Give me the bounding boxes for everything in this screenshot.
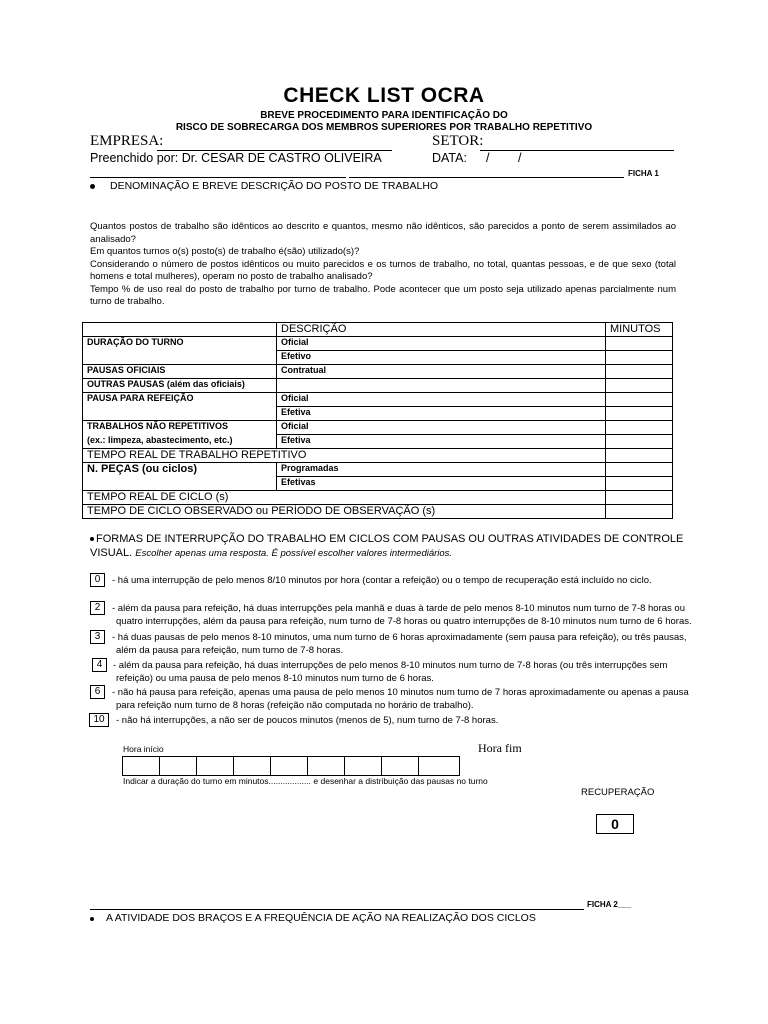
pecas-efetivas-value[interactable] — [606, 477, 673, 491]
duracao-turno-cont — [83, 351, 277, 365]
tempo-ciclo-obs-label: TEMPO DE CICLO OBSERVADO ou PERÍODO DE OBSERVAÇÃO (s) — [83, 505, 606, 519]
col-descricao-header: DESCRIÇÃO — [277, 323, 606, 337]
nao-rep-efetiva-minutes[interactable] — [606, 435, 673, 449]
nao-rep-oficial-label: Oficial — [277, 421, 606, 435]
nao-rep-efetiva-label: Efetiva — [277, 435, 606, 449]
setor-label: SETOR: — [432, 133, 484, 149]
option-score-2[interactable]: 2 — [90, 601, 105, 615]
duracao-oficial-label: Oficial — [277, 337, 606, 351]
tempo-real-ciclo-label: TEMPO REAL DE CICLO (s) — [83, 491, 606, 505]
option-text-3-line1: - há duas pausas de pelo menos 8-10 minutos, uma num turno de 6 horas aproximadamente (sem pausa para refeição), ou três pausas, — [112, 632, 687, 643]
tempo-ciclo-obs-value[interactable] — [606, 505, 673, 519]
timeline-cell[interactable] — [345, 757, 382, 775]
option-score-4[interactable]: 4 — [92, 658, 107, 672]
timeline-note: Indicar a duração do turno em minutos.................. e desenhar a distribuição das pausas no turno — [123, 776, 488, 786]
duracao-oficial-minutes[interactable] — [606, 337, 673, 351]
outras-pausas-desc[interactable] — [277, 379, 606, 393]
duracao-efetivo-minutes[interactable] — [606, 351, 673, 365]
pecas-programadas-label: Programadas — [277, 463, 606, 477]
preenchido-por: Preenchido por: Dr. CESAR DE CASTRO OLIVEIRA — [90, 151, 382, 165]
section1-questions: Quantos postos de trabalho são idênticos ao descrito e quantos, mesmo não idênticos, são parecidos a ponto de serem assimilados ao analisado? Em quantos turnos o(s) posto(s) de trabalho é(são) utilizado(s)? Considerando o número de postos idênticos ou muito parecidos e os turnos de trabalho, no total, quantas pessoas, e de que sexo (total homens e total mulheres), operam no posto de trabalho analisado? Tempo % de uso real do posto de trabalho por turno de trabalho. Pode acontecer que um posto seja utilizado apenas parcialmente num turno de trabalho. — [90, 221, 676, 307]
pecas-efetivas-label: Efetivas — [277, 477, 606, 491]
subtitle-line-1: BREVE PROCEDIMENTO PARA IDENTIFICAÇÃO DO — [260, 110, 508, 121]
pausa-refeicao-cont — [83, 407, 277, 421]
option-score-10[interactable]: 10 — [89, 713, 109, 727]
option-text-4-line2: refeição) ou uma pausa de pelo menos 8-10 minutos num turno de 6 horas. — [116, 673, 434, 684]
timeline-cell[interactable] — [234, 757, 271, 775]
empresa-label: EMPRESA: — [90, 133, 164, 149]
refeicao-efetiva-minutes[interactable] — [606, 407, 673, 421]
ficha1-divider-left — [90, 177, 346, 178]
timeline-cell[interactable] — [419, 757, 459, 775]
refeicao-oficial-minutes[interactable] — [606, 393, 673, 407]
pausas-contratual-label: Contratual — [277, 365, 606, 379]
option-text-2-line2: quatro interrupções, além da pausa para refeição, num turno de 7-8 horas ou quatro interrupções de 8-10 minutos num turno de 6 horas. — [116, 616, 692, 627]
hora-fim-label: Hora fim — [478, 741, 522, 755]
timeline-cell[interactable] — [271, 757, 308, 775]
data-label: DATA: — [432, 151, 467, 165]
option-score-3[interactable]: 3 — [90, 630, 105, 644]
bullet-icon — [90, 917, 94, 921]
pausa-refeicao-label: PAUSA PARA REFEIÇÃO — [83, 393, 277, 407]
tempo-real-ciclo-value[interactable] — [606, 491, 673, 505]
option-text-6-line1: - não há pausa para refeição, apenas uma pausa de pelo menos 10 minutos num turno de 7 horas aproximadamente ou apenas a pausa — [112, 687, 689, 698]
section1-heading: DENOMINAÇÃO E BREVE DESCRIÇÃO DO POSTO DE TRABALHO — [110, 180, 439, 192]
data-separator-1: / — [486, 151, 490, 165]
col-minutos-header: MINUTOS — [606, 323, 673, 337]
outras-pausas-minutes[interactable] — [606, 379, 673, 393]
option-text-3-line2: além da pausa para refeição, num turno de 7-8 horas. — [116, 645, 344, 656]
section3-heading: A ATIVIDADE DOS BRAÇOS E A FREQUÊNCIA DE AÇÃO NA REALIZAÇÃO DOS CICLOS — [106, 912, 536, 924]
pecas-programadas-value[interactable] — [606, 463, 673, 477]
n-pecas-cont — [83, 477, 277, 491]
refeicao-oficial-label: Oficial — [277, 393, 606, 407]
outras-pausas-label: OUTRAS PAUSAS (além das oficiais) — [83, 379, 277, 393]
timeline-cell[interactable] — [197, 757, 234, 775]
timeline-cell[interactable] — [160, 757, 197, 775]
pausas-oficiais-label: PAUSAS OFICIAIS — [83, 365, 277, 379]
option-text-4-line1: - além da pausa para refeição, há duas interrupções de pelo menos 8-10 minutos num turno de 7-8 horas (ou três interrupções sem — [113, 660, 668, 671]
nao-rep-oficial-minutes[interactable] — [606, 421, 673, 435]
timeline-cell[interactable] — [123, 757, 160, 775]
option-text-6-line2: para refeição num turno de 8 horas (refeição não computada no horário de trabalho). — [116, 700, 474, 711]
data-separator-2: / — [518, 151, 522, 165]
duracao-efetivo-label: Efetivo — [277, 351, 606, 365]
setor-field-line[interactable] — [480, 150, 674, 151]
ficha2-label: FICHA 2___ — [587, 900, 632, 909]
ficha1-divider-right — [349, 177, 624, 178]
ocra-time-table — [82, 322, 673, 519]
ficha2-divider — [90, 909, 584, 910]
page-title: CHECK LIST OCRA — [283, 84, 485, 107]
hora-inicio-label: Hora início — [123, 744, 164, 754]
option-text-2-line1: - além da pausa para refeição, há duas interrupções pela manhã e duas à tarde de pelo menos 8-10 minutos num turno de 7-8 horas ou — [112, 603, 685, 614]
trabalhos-ex-label: (ex.: limpeza, abastecimento, etc.) — [83, 435, 277, 449]
recuperacao-label: RECUPERAÇÃO — [581, 787, 655, 798]
section2-instruction: Escolher apenas uma resposta. É possível escolher valores intermediários. — [135, 548, 453, 559]
pausas-contratual-minutes[interactable] — [606, 365, 673, 379]
timeline-cell[interactable] — [382, 757, 419, 775]
ficha1-label: FICHA 1 — [628, 169, 659, 178]
header-empty-cell — [83, 323, 277, 337]
section2-heading-line2 — [90, 547, 452, 559]
tempo-real-trabalho-label: TEMPO REAL DE TRABALHO REPETITIVO — [83, 449, 606, 463]
option-text-10: - não há interrupções, a não ser de poucos minutos (menos de 5), num turno de 7-8 horas. — [116, 715, 499, 726]
option-score-0[interactable]: 0 — [90, 573, 105, 587]
tempo-real-trabalho-minutes[interactable] — [606, 449, 673, 463]
recuperacao-score[interactable]: 0 — [596, 814, 634, 834]
option-text-0: - há uma interrupção de pelo menos 8/10 minutos por hora (contar a refeição) ou o tempo de recuperação está incluído no ciclo. — [112, 575, 652, 586]
duracao-turno-label: DURAÇÃO DO TURNO — [83, 337, 277, 351]
n-pecas-label: N. PEÇAS (ou ciclos) — [83, 463, 277, 477]
trabalhos-nao-rep-label: TRABALHOS NÃO REPETITIVOS — [83, 421, 277, 435]
refeicao-efetiva-label: Efetiva — [277, 407, 606, 421]
subtitle-line-2: RISCO DE SOBRECARGA DOS MEMBROS SUPERIORES POR TRABALHO REPETITIVO — [175, 122, 593, 133]
section2-heading: FORMAS DE INTERRUPÇÃO DO TRABALHO EM CICLOS COM PAUSAS OU OUTRAS ATIVIDADES DE CONTROLE — [96, 533, 684, 545]
timeline-cell[interactable] — [308, 757, 345, 775]
shift-timeline[interactable] — [122, 756, 460, 776]
bullet-icon — [90, 537, 94, 541]
bullet-icon — [90, 184, 95, 189]
option-score-6[interactable]: 6 — [90, 685, 105, 699]
section2-heading-visual: VISUAL. — [90, 547, 133, 559]
